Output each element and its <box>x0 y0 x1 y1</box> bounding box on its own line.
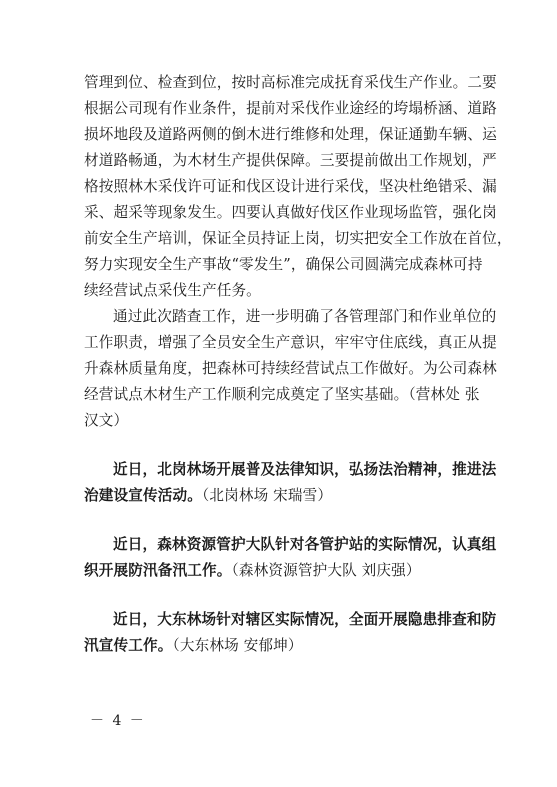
news-headline-line: 近日，大东林场针对辖区实际情况，全面开展隐患排查和防 <box>113 611 497 628</box>
paragraph-line: 努力实现安全生产事故“零发生”，确保公司圆满完成森林可持 <box>84 256 483 273</box>
news-headline-end: 织开展防汛备汛工作。 <box>84 562 232 579</box>
paragraph-line: 根据公司现有作业条件，提前对采伐作业途经的垮塌桥涵、道路 <box>84 100 497 117</box>
news-line <box>84 486 484 506</box>
paragraph-line: 前安全生产培训，保证全员持证上岗，切实把安全工作放在首位， <box>84 230 512 247</box>
news-line <box>84 636 484 656</box>
paragraph-line: 经营试点木材生产工作顺利完成奠定了坚实基础。（营林处 张 <box>84 386 480 403</box>
paragraph-line: 材道路畅通，为木材生产提供保障。三要提前做出工作规划，严 <box>84 152 497 169</box>
news-attribution: （北岗林场 宋瑞雪） <box>201 487 333 504</box>
paragraph-line: 汉文） <box>84 412 129 429</box>
news-headline-end: 治建设宣传活动。 <box>84 487 202 504</box>
news-headline-line: 近日，森林资源管护大队针对各管护站的实际情况，认真组 <box>113 536 497 553</box>
paragraph-line: 采、超采等现象发生。四要认真做好伐区作业现场监管，强化岗 <box>84 204 497 221</box>
paragraph-line: 工作职责，增强了全员安全生产意识，牢牢守住底线，真正从提 <box>84 334 497 351</box>
news-attribution: （森林资源管护大队 刘庆强） <box>231 562 421 579</box>
paragraph-line: 续经营试点采伐生产任务。 <box>84 282 261 299</box>
page-number: － 4 － <box>90 713 146 729</box>
paragraph-line: 管理到位、检查到位，按时高标准完成抚育采伐生产作业。二要 <box>84 74 497 91</box>
news-line <box>84 561 484 581</box>
paragraph-line: 格按照林木采伐许可证和伐区设计进行采伐，坚决杜绝错采、漏 <box>84 178 497 195</box>
news-attribution: （大东林场 安郁坤） <box>172 637 303 654</box>
paragraph-line: 升森林质量角度，把森林可持续经营试点工作做好。为公司森林 <box>84 360 497 377</box>
news-headline-end: 汛宣传工作。 <box>84 637 173 654</box>
news-headline-line: 近日，北岗林场开展普及法律知识，弘扬法治精神，推进法 <box>113 461 497 478</box>
paragraph-line: 损坏地段及道路两侧的倒木进行维修和处理，保证通勤车辆、运 <box>84 126 497 143</box>
paragraph-line: 通过此次踏查工作，进一步明确了各管理部门和作业单位的 <box>113 308 497 325</box>
